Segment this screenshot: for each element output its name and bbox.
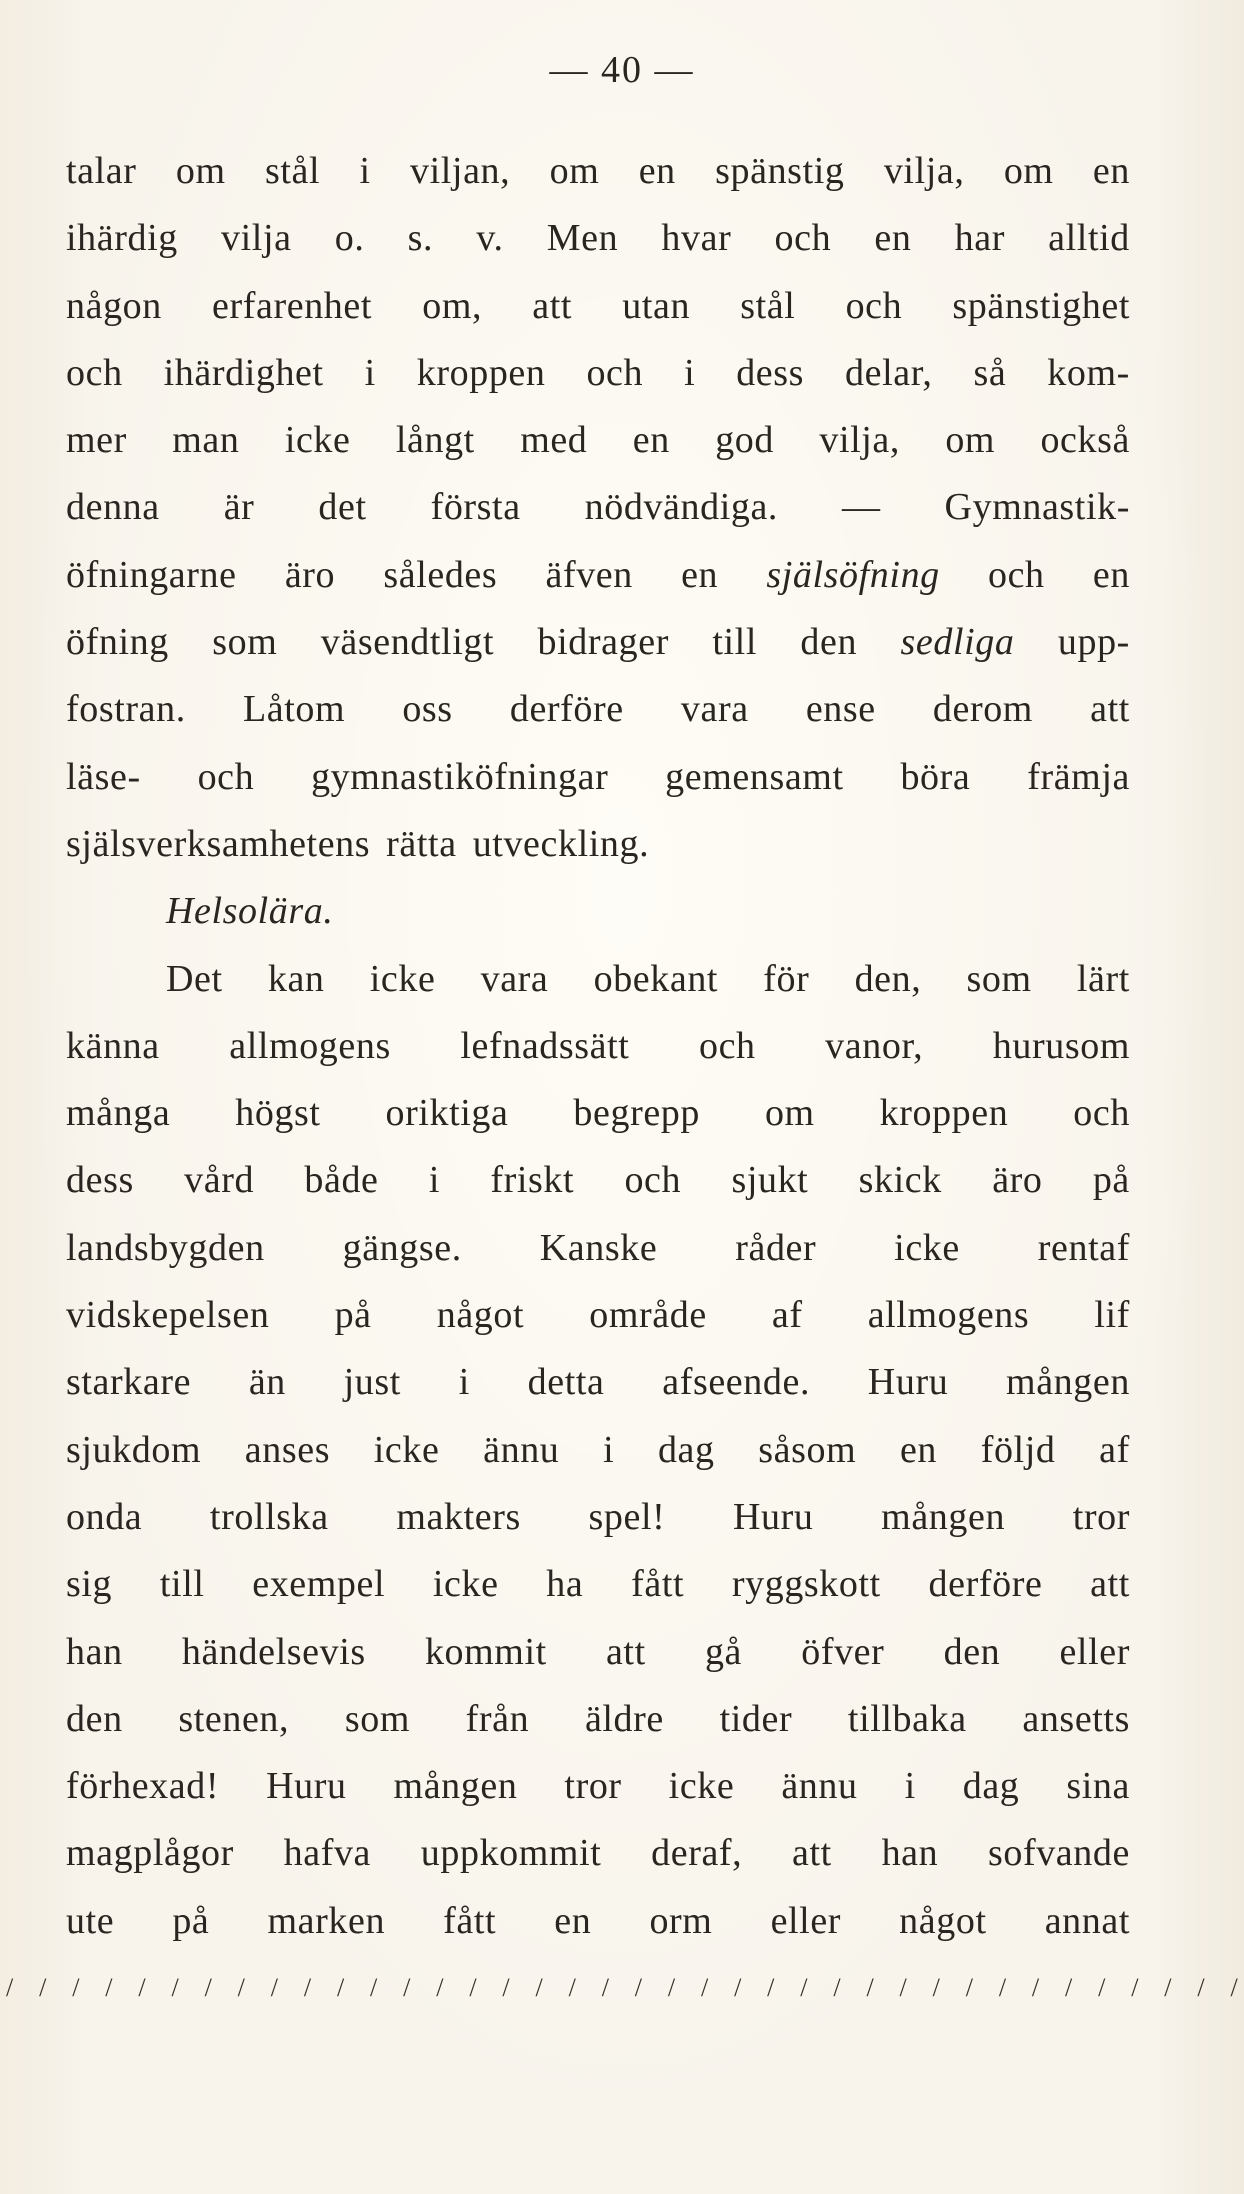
word: — [841, 486, 881, 529]
word: något [899, 1899, 987, 1942]
word: att [792, 1832, 832, 1875]
word: han [881, 1832, 939, 1875]
word: sig [66, 1563, 113, 1606]
word: till [712, 621, 757, 664]
text-line [66, 542, 1130, 609]
word: och [987, 553, 1045, 596]
word: deraf, [651, 1832, 743, 1875]
word: s. [407, 217, 434, 260]
ornament-mark: / [734, 1973, 742, 2002]
word: så [973, 351, 1007, 394]
word: äfven [545, 553, 633, 596]
word: Huru [266, 1765, 347, 1808]
word: ryggskott [731, 1563, 881, 1606]
word: själsöfning [766, 553, 940, 596]
ornament-mark: / [601, 1973, 609, 2002]
word: sedliga [900, 621, 1015, 664]
word: en [681, 553, 719, 596]
word: väsendtligt [320, 621, 495, 664]
word: starkare [66, 1361, 192, 1404]
ornament-mark: / [1065, 1973, 1073, 2002]
ornament-mark: / [568, 1973, 576, 2002]
word: sjukt [731, 1159, 809, 1202]
word: som [344, 1697, 410, 1740]
word: också [1040, 419, 1130, 462]
ornament-mark: / [1031, 1973, 1040, 2002]
word: en [1092, 553, 1130, 596]
word: till [159, 1563, 205, 1606]
word: lefnadssätt [460, 1024, 630, 1067]
word: och [586, 351, 644, 394]
word: öfver [801, 1630, 885, 1673]
word: i [359, 150, 371, 192]
word: delar, [845, 351, 933, 394]
ornament-mark: / [39, 1973, 47, 2002]
ornament-mark: / [6, 1973, 14, 2002]
word: ense [805, 688, 876, 731]
word: följd [980, 1428, 1056, 1471]
word: denna [66, 486, 160, 529]
word: hafva [283, 1832, 372, 1875]
text-line [66, 1215, 1130, 1282]
word: rentaf [1037, 1226, 1130, 1269]
word: äro [284, 553, 336, 596]
word: dess [736, 351, 805, 394]
word: Det [166, 957, 223, 1000]
word: nödvändiga. [584, 486, 779, 529]
word: Kanske [539, 1226, 658, 1269]
text-line [66, 1888, 1130, 1955]
word: äldre [584, 1697, 664, 1740]
word: på [334, 1294, 372, 1337]
word: första [430, 486, 521, 529]
word: kroppen [879, 1092, 1009, 1135]
word: sina [1066, 1765, 1130, 1808]
word: skick [858, 1159, 942, 1202]
text-line [66, 138, 1130, 205]
word: annat [1044, 1899, 1130, 1942]
word: från [465, 1697, 530, 1740]
word: om [945, 419, 996, 462]
ornament-mark: / [171, 1973, 179, 2002]
word: och [845, 284, 903, 327]
word: böra [900, 755, 971, 798]
text-line [66, 1551, 1130, 1618]
word: läse- [66, 755, 141, 798]
word: i [603, 1428, 615, 1471]
word: tider [719, 1697, 793, 1740]
word: lärt [1076, 957, 1130, 1000]
word: vård [184, 1159, 255, 1202]
word: mången [393, 1765, 518, 1808]
ornament-mark: / [1230, 1973, 1238, 2002]
word: gängse. [342, 1226, 462, 1269]
ornament-mark: / [1164, 1973, 1172, 2002]
word: den [800, 621, 858, 664]
word: derföre [509, 688, 624, 731]
word: derom [932, 688, 1033, 731]
word: främja [1027, 755, 1130, 798]
word: vara [480, 957, 549, 1000]
word: dess [66, 1159, 134, 1202]
word: ute [66, 1899, 115, 1942]
ornament-mark: / [932, 1973, 940, 2002]
ornament-mark: / [105, 1973, 113, 2002]
word: mången [1006, 1361, 1130, 1404]
word: kom- [1047, 351, 1130, 394]
ornament-mark: / [72, 1973, 80, 2002]
word: på [1092, 1159, 1130, 1202]
word: Låtom [242, 688, 346, 731]
text-line [66, 340, 1130, 407]
ornament-mark: / [469, 1973, 477, 2002]
word: om [549, 150, 600, 192]
ornament-mark: / [767, 1973, 775, 2002]
word: Huru [733, 1495, 814, 1538]
ornament-mark: / [303, 1973, 312, 2002]
word: kommit [424, 1630, 547, 1673]
text-line [66, 1417, 1130, 1484]
word: han [66, 1630, 123, 1673]
text-line [66, 1686, 1130, 1753]
word: trollska [209, 1495, 329, 1538]
word: om [1003, 150, 1054, 192]
word: bidrager [537, 621, 669, 664]
word: alltid [1048, 217, 1130, 260]
word: än [248, 1361, 286, 1404]
word: att [1090, 1563, 1130, 1606]
word: icke [284, 419, 351, 462]
word: sofvande [987, 1832, 1130, 1875]
body-text [66, 138, 1130, 1955]
word: någon [66, 284, 162, 327]
word: för [763, 957, 810, 1000]
word: vilja, [819, 419, 900, 462]
word: händelsevis [181, 1630, 366, 1673]
word: såsom [758, 1428, 857, 1471]
word: eller [1059, 1630, 1130, 1673]
word: derföre [928, 1563, 1043, 1606]
word: detta [527, 1361, 605, 1404]
word: den [943, 1630, 1001, 1673]
ornament-mark: / [370, 1973, 378, 2002]
word: fått [443, 1899, 497, 1942]
word: gemensamt [665, 755, 844, 798]
word: Men [546, 217, 619, 260]
word: något [436, 1294, 525, 1337]
word: magplågor [66, 1832, 234, 1875]
word: råder [735, 1226, 817, 1269]
word: den, [854, 957, 922, 1000]
word: Helsolära. [166, 890, 334, 933]
word: den [66, 1697, 123, 1740]
text-line [66, 676, 1130, 743]
text-line [66, 407, 1130, 474]
ornament-mark: / [833, 1973, 841, 2002]
word: icke [432, 1563, 499, 1606]
word: landsbygden [66, 1226, 265, 1269]
word: god [715, 419, 774, 462]
ornament-mark: / [535, 1973, 543, 2002]
word: tror [564, 1765, 622, 1808]
word: allmogens [229, 1024, 391, 1067]
word: lif [1094, 1294, 1130, 1337]
word: viljan, [410, 150, 511, 192]
word: man [172, 419, 240, 462]
word: en [874, 217, 912, 260]
word: i [904, 1765, 916, 1808]
word: vara [680, 688, 749, 731]
word: marken [267, 1899, 386, 1942]
ornament-mark: / [138, 1973, 146, 2002]
ornament-mark: / [634, 1973, 643, 2002]
ornament-mark: / [403, 1973, 411, 2002]
ornament-mark: / [204, 1973, 212, 2002]
word: i [458, 1361, 470, 1404]
word: oss [402, 688, 453, 731]
text-line [66, 1820, 1130, 1887]
word: obekant [593, 957, 719, 1000]
ornament-mark: / [336, 1973, 345, 2002]
text-line [66, 1484, 1130, 1551]
bottom-ornament-rule [0, 1968, 1244, 2008]
word: i [428, 1159, 441, 1202]
text-line [66, 273, 1130, 340]
word: känna [66, 1024, 160, 1067]
word: mången [881, 1495, 1006, 1538]
word: Huru [867, 1361, 949, 1404]
word: i [364, 351, 376, 394]
word: dag [657, 1428, 715, 1471]
word: oriktiga [385, 1092, 509, 1135]
word: och [624, 1159, 682, 1202]
word: utveckling. [472, 822, 650, 865]
word: både [304, 1159, 379, 1202]
section-heading [66, 878, 1130, 945]
ornament-mark: / [899, 1973, 907, 2002]
word: icke [894, 1226, 960, 1269]
word: i [684, 351, 696, 394]
word: o. [334, 217, 365, 260]
word: högst [235, 1092, 321, 1135]
word: utan [622, 284, 691, 327]
text-line [66, 1282, 1130, 1349]
word: v. [476, 217, 504, 260]
word: erfarenhet [212, 284, 373, 327]
word: och [698, 1024, 756, 1067]
word: spänstighet [952, 284, 1130, 327]
word: äro [992, 1159, 1043, 1202]
word: öfningarne [66, 553, 237, 596]
word: och [1073, 1092, 1130, 1135]
word: uppkommit [420, 1832, 602, 1875]
word: det [318, 486, 367, 529]
word: vidskepelsen [66, 1294, 270, 1337]
ornament-mark: / [800, 1973, 808, 2002]
word: sjukdom [66, 1428, 202, 1471]
word: själsverksamhetens [66, 822, 371, 865]
word: en [638, 150, 676, 192]
word: icke [668, 1765, 735, 1808]
word: dag [962, 1765, 1020, 1808]
ornament-mark: / [502, 1973, 510, 2002]
page-number: — 40 — [549, 49, 695, 91]
ornament-mark: / [237, 1973, 245, 2002]
word: upp- [1057, 621, 1130, 664]
text-line [66, 205, 1130, 272]
word: talar [66, 150, 137, 192]
ornament-mark: / [1098, 1973, 1106, 2002]
word: och [774, 217, 832, 260]
ornament-mark: / [998, 1973, 1007, 2002]
text-line [66, 946, 1130, 1013]
word: som [212, 621, 278, 664]
word: fått [631, 1563, 685, 1606]
word: rätta [386, 822, 457, 865]
word: spänstig [715, 150, 845, 192]
word: ihärdighet [163, 351, 324, 394]
text-line [66, 811, 1130, 878]
ornament-mark: / [866, 1973, 874, 2002]
word: stål [264, 150, 321, 192]
word: förhexad! [66, 1765, 220, 1808]
word: af [1099, 1428, 1130, 1471]
word: makters [396, 1495, 521, 1538]
word: orm [649, 1899, 713, 1942]
text-line [66, 1349, 1130, 1416]
word: som [966, 957, 1032, 1000]
word: med [520, 419, 588, 462]
word: tror [1072, 1495, 1130, 1538]
word: kroppen [416, 351, 546, 394]
word: att [532, 284, 573, 327]
word: onda [66, 1495, 143, 1538]
word: begrepp [573, 1092, 701, 1135]
word: spel! [588, 1495, 666, 1538]
ornament-mark: / [700, 1973, 709, 2002]
text-line [66, 1147, 1130, 1214]
word: eller [770, 1899, 842, 1942]
word: icke [373, 1428, 440, 1471]
word: således [383, 553, 498, 596]
word: just [343, 1361, 401, 1404]
word: allmogens [867, 1294, 1030, 1337]
text-line [66, 474, 1130, 541]
word: Gymnastik- [944, 486, 1130, 529]
word: stål [740, 284, 796, 327]
word: ihärdig [66, 217, 178, 260]
word: hvar [661, 217, 732, 260]
word: på [172, 1899, 210, 1942]
ornament-mark: / [965, 1973, 973, 2002]
word: om [175, 150, 226, 192]
word: kan [267, 957, 325, 1000]
word: att [605, 1630, 646, 1673]
word: vanor, [825, 1024, 924, 1067]
text-line [66, 1080, 1130, 1147]
word: ännu [781, 1765, 858, 1808]
ornament-mark: / [667, 1973, 676, 2002]
word: en [554, 1899, 592, 1942]
word: anses [244, 1428, 331, 1471]
ornament-mark: / [1197, 1973, 1205, 2002]
word: att [1090, 688, 1130, 731]
text-line [66, 744, 1130, 811]
word: ännu [483, 1428, 560, 1471]
word: mer [66, 419, 127, 462]
text-line [66, 1013, 1130, 1080]
word: afseende. [662, 1361, 811, 1404]
word: vilja [221, 217, 292, 260]
word: gymnastiköfningar [311, 755, 609, 798]
word: fostran. [66, 688, 186, 731]
word: är [223, 486, 255, 529]
word: af [771, 1294, 803, 1337]
ornament-mark: / [436, 1973, 444, 2002]
ornament-mark: / [1131, 1973, 1139, 2002]
word: ansetts [1022, 1697, 1130, 1740]
word: en [1092, 150, 1130, 192]
word: och [66, 351, 123, 394]
word: vilja, [883, 150, 965, 192]
word: stenen, [178, 1697, 290, 1740]
word: om, [422, 284, 483, 327]
word: friskt [490, 1159, 575, 1202]
word: område [589, 1294, 707, 1337]
word: tillbaka [847, 1697, 967, 1740]
word: en [899, 1428, 938, 1471]
ornament-mark: / [270, 1973, 278, 2002]
word: och [197, 755, 255, 798]
word: gå [704, 1630, 743, 1673]
word: en [632, 419, 670, 462]
text-line [66, 1753, 1130, 1820]
word: icke [369, 957, 436, 1000]
word: hurusom [992, 1024, 1130, 1067]
word: exempel [252, 1563, 386, 1606]
word: många [66, 1092, 171, 1135]
word: öfning [66, 621, 169, 664]
text-line [66, 1619, 1130, 1686]
text-line [66, 609, 1130, 676]
word: har [954, 217, 1005, 260]
word: långt [395, 419, 475, 462]
word: om [764, 1092, 815, 1135]
word: ha [546, 1563, 584, 1606]
